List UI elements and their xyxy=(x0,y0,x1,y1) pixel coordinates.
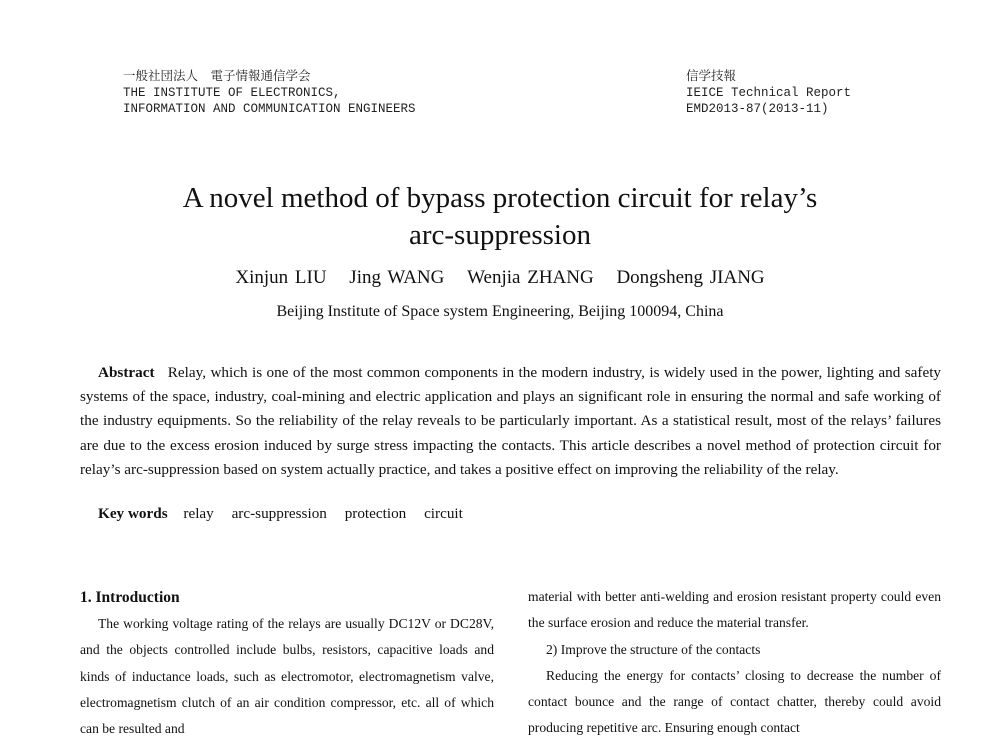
keywords-label: Key words xyxy=(98,505,168,522)
society-header xyxy=(123,69,416,117)
abstract-text: Relay, which is one of the most common components in the modern industry, is widely used in the power, lighting and safety systems of the space, industry, coal-mining and electric application and plays an significant role in ensuring the normal and safe working of the industry equipments. So the reliability of the relay reveals to be particularly important. As a statistical result, most of the relays’ failures are due to the excess erosion induced by surge stress impacting the contacts. This article describes a novel method of protection circuit for relay’s arc-suppression based on system actually practice, and takes a positive effect on improving the reliability of the relay. xyxy=(80,364,942,478)
section-heading-introduction: 1. Introduction xyxy=(80,589,180,606)
author-name: Jing WANG xyxy=(349,267,445,288)
report-type-japanese: 信学技報 xyxy=(686,70,737,84)
keyword: protection xyxy=(344,505,407,522)
keyword: arc-suppression xyxy=(231,505,327,522)
paper-title-line1: A novel method of bypass protection circuit for relay’s xyxy=(182,182,818,214)
abstract-section xyxy=(80,361,941,482)
author-name: Dongsheng JIANG xyxy=(616,267,765,288)
left-column xyxy=(80,585,494,742)
society-name-english-line2: INFORMATION AND COMMUNICATION ENGINEERS xyxy=(123,102,416,116)
author-name: Wenjia ZHANG xyxy=(467,267,594,288)
paper-title-line2: arc-suppression xyxy=(408,219,591,251)
body-paragraph: material with better anti-welding and erosion resistant property could even the surface erosion and reduce the material transfer. xyxy=(528,589,941,631)
keywords-section xyxy=(98,504,477,524)
author-name: Xinjun LIU xyxy=(235,267,327,288)
paper-title xyxy=(0,180,1000,254)
keyword: circuit xyxy=(424,505,463,522)
report-header xyxy=(686,69,851,117)
keyword: relay xyxy=(183,505,214,522)
report-number: EMD2013-87(2013-11) xyxy=(686,102,829,116)
body-paragraph: Reducing the energy for contacts’ closing to decrease the number of contact bounce and the range of contact chatter, thereby could avoid producing repetitive arc. Ensuring enough contact xyxy=(528,667,941,736)
abstract-label: Abstract xyxy=(98,364,155,381)
author-list xyxy=(0,266,1000,290)
right-column xyxy=(528,584,941,742)
society-name-japanese: 一般社団法人 電子情報通信学会 xyxy=(123,70,311,84)
affiliation: Beijing Institute of Space system Engineering, Beijing 100094, China xyxy=(276,303,724,320)
society-name-english-line1: THE INSTITUTE OF ELECTRONICS, xyxy=(123,86,341,100)
introduction-paragraph: The working voltage rating of the relays are usually DC12V or DC28V, and the objects controlled include bulbs, resistors, capacitive loads and kinds of inductance loads, such as electromotor, electromagnetism valve, electromagnetism clutch of an air condition compressor, etc. all of which can be resulted and xyxy=(80,616,494,737)
report-type-english: IEICE Technical Report xyxy=(686,86,852,100)
list-item-heading: 2) Improve the structure of the contacts xyxy=(546,641,761,657)
